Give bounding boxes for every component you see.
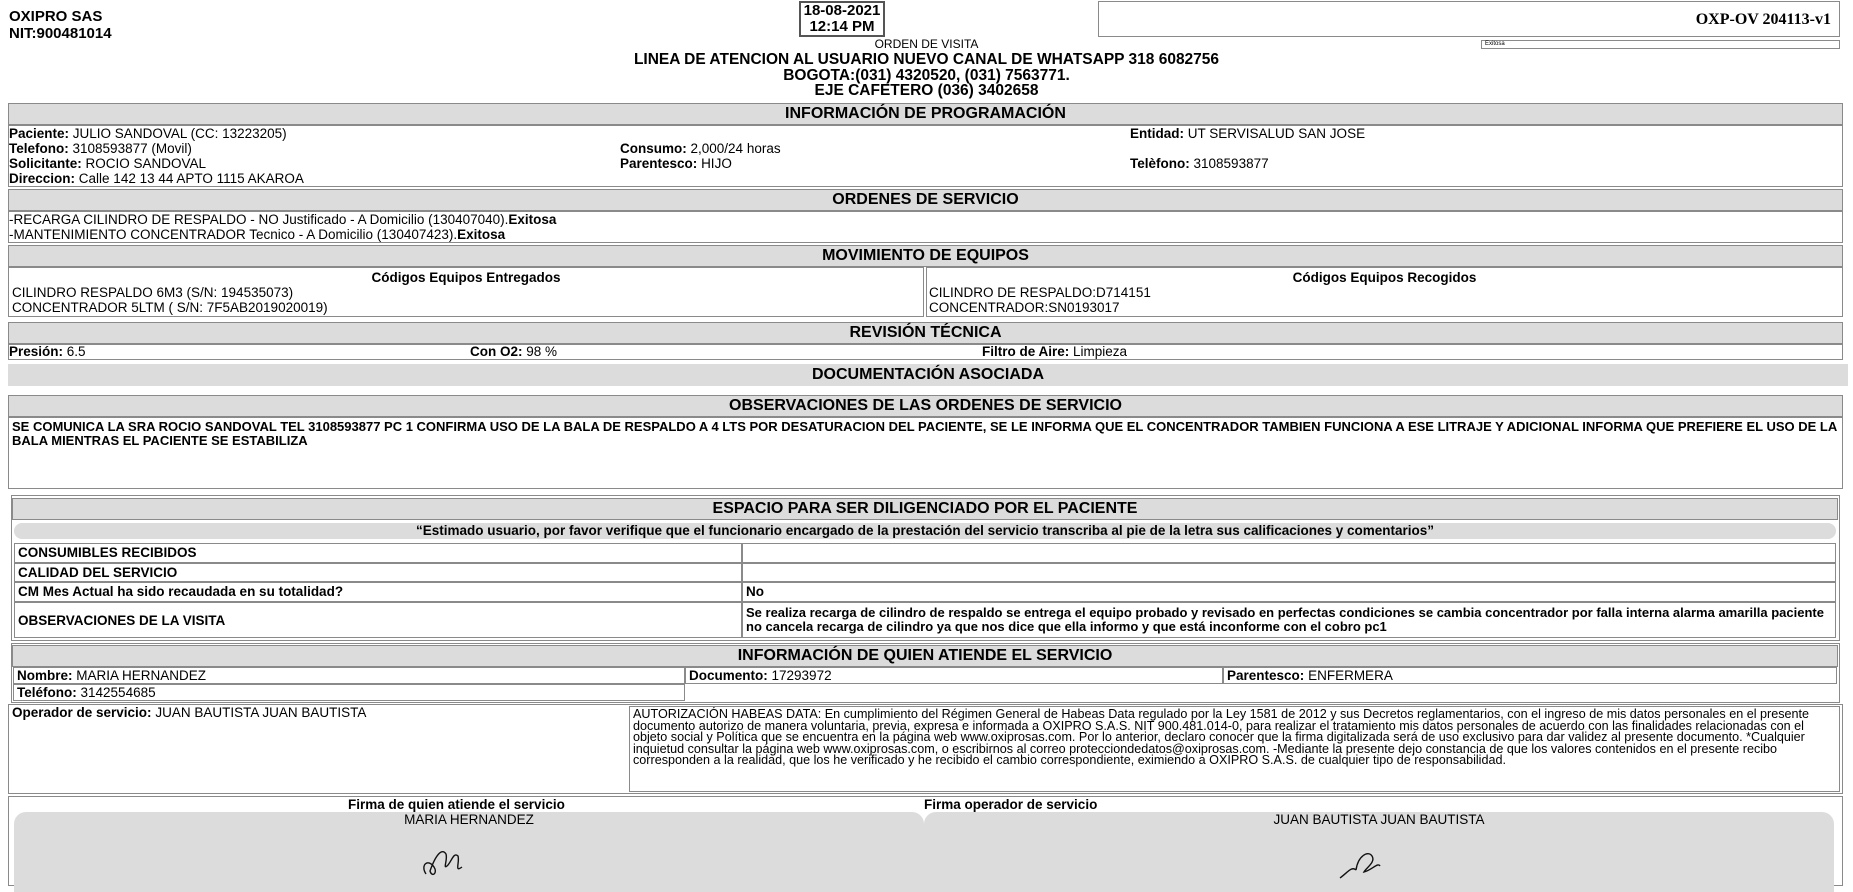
direccion-value: Calle 142 13 44 APTO 1115 AKAROA — [78, 171, 304, 186]
telefono-atiende-cell: Teléfono: 3142554685 — [13, 684, 685, 701]
parentesco-row: Parentesco: HIJO — [620, 156, 732, 171]
consumibles-label: CONSUMIBLES RECIBIDOS — [14, 543, 742, 563]
ordenes-title: ORDENES DE SERVICIO — [8, 189, 1843, 211]
solicitante-value: ROCIO SANDOVAL — [85, 156, 207, 171]
cm-label: CM Mes Actual ha sido recaudada en su totalidad? — [14, 582, 742, 602]
orden-status-1: Exitosa — [508, 212, 557, 227]
observaciones-visita-value: Se realiza recarga de cilindro de respaldo se entrega el equipo probado y revisado en perfectas condiciones se cambia concentrador por falla interna alarma amarilla paciente no cancela recarga de cilindro ya que nos dice que ella informo y que está inconforme con el cobro pc1 — [742, 602, 1836, 638]
observaciones-text: SE COMUNICA LA SRA ROCIO SANDOVAL TEL 3108593877 PC 1 CONFIRMA USO DE LA BALA DE RESPALDO A 4 LTS POR DESATURACION DEL PACIENTE, SE LE INFORMA QUE EL CONCENTRADOR TAMBIEN FUNCIONA A ESE LITRAJE Y ADICIONAL INFORMA QUE PREFIERE EL USO DE LA BALA MIENTRAS EL PACIENTE SE ESTABILIZA — [12, 419, 1837, 448]
recogidos-title: Códigos Equipos Recogidos — [1292, 270, 1477, 285]
bogota-line: BOGOTA:(031) 4320520, (031) 7563771. — [783, 67, 1070, 84]
revision-section — [8, 344, 1843, 360]
presion-value: 6.5 — [66, 344, 86, 359]
paciente-notice: “Estimado usuario, por favor verifique que el funcionario encargado de la prestación del servicio transcriba al pie de la letra sus calificaciones y comentarios” — [14, 523, 1836, 539]
o2-value: 98 % — [526, 344, 558, 359]
doc-type: ORDEN DE VISITA — [874, 37, 979, 51]
calidad-value — [742, 563, 1836, 582]
paciente-row: Paciente: JULIO SANDOVAL (CC: 13223205) — [9, 126, 287, 141]
operador-value: JUAN BAUTISTA JUAN BAUTISTA — [155, 705, 367, 720]
orden-item-1: -RECARGA CILINDRO DE RESPALDO - NO Justificado - A Domicilio (130407040).Exitosa — [9, 212, 557, 227]
telefono-atiende-value: 3142554685 — [80, 685, 156, 700]
consumo-value: 2,000/24 horas — [690, 141, 781, 156]
parentesco-cell: Parentesco: ENFERMERA — [1223, 667, 1837, 684]
documento-value: 17293972 — [771, 668, 832, 683]
entidad-value: UT SERVISALUD SAN JOSE — [1187, 126, 1366, 141]
paciente-value: JULIO SANDOVAL (CC: 13223205) — [72, 126, 287, 141]
filtro-row: Filtro de Aire: Limpieza — [982, 344, 1128, 359]
eje-cafetero-line: EJE CAFETERO (036) 3402658 — [814, 82, 1039, 99]
recogido-item-2: CONCENTRADOR:SN0193017 — [929, 300, 1120, 315]
direccion-row: Direccion: Calle 142 13 44 APTO 1115 AKAROA — [9, 171, 304, 186]
observaciones-visita-label: OBSERVACIONES DE LA VISITA — [14, 602, 742, 638]
programacion-title: INFORMACIÓN DE PROGRAMACIÓN — [8, 103, 1843, 125]
telefono-row: Telefono: 3108593877 (Movil) — [9, 141, 192, 156]
paciente-espacio-title: ESPACIO PARA SER DILIGENCIADO POR EL PACIENTE — [12, 498, 1838, 520]
atiende-title: INFORMACIÓN DE QUIEN ATIENDE EL SERVICIO — [12, 645, 1838, 667]
recogido-item-1: CILINDRO DE RESPALDO:D714151 — [929, 285, 1151, 300]
operador-row: Operador de servicio: JUAN BAUTISTA JUAN BAUTISTA — [12, 705, 367, 720]
company-name: OXIPRO SAS — [9, 8, 103, 25]
nombre-cell: Nombre: MARIA HERNANDEZ — [13, 667, 685, 684]
signature-operador — [1336, 848, 1392, 883]
firma-atiende-name: MARIA HERNANDEZ — [404, 812, 534, 827]
order-code: OXP-OV 204113-v1 — [1695, 11, 1831, 28]
firma-atiende-title: Firma de quien atiende el servicio — [348, 797, 565, 812]
orden-item-2: -MANTENIMIENTO CONCENTRADOR Tecnico - A Domicilio (130407423).Exitosa — [9, 227, 506, 242]
documentacion-title: DOCUMENTACIÓN ASOCIADA — [8, 364, 1848, 386]
entregado-item-1: CILINDRO RESPALDO 6M3 (S/N: 194535073) — [12, 285, 294, 300]
consumo-row: Consumo: 2,000/24 horas — [620, 141, 781, 156]
visit-date: 18-08-2021 — [803, 2, 881, 19]
small-status-field: Exitosa — [1481, 40, 1840, 49]
signature-atiende — [418, 840, 470, 881]
telefono-value: 3108593877 (Movil) — [72, 141, 192, 156]
consumibles-value — [742, 543, 1836, 563]
observaciones-title: OBSERVACIONES DE LAS ORDENES DE SERVICIO — [8, 395, 1843, 417]
cm-value: No — [742, 582, 1836, 602]
revision-title: REVISIÓN TÉCNICA — [8, 322, 1843, 344]
company-nit: NIT:900481014 — [9, 25, 112, 42]
datetime-box — [799, 1, 885, 37]
nombre-value: MARIA HERNANDEZ — [76, 668, 207, 683]
parentesco-atiende-value: ENFERMERA — [1308, 668, 1393, 683]
entregados-title: Códigos Equipos Entregados — [371, 270, 561, 285]
telefono2-row: Telèfono: 3108593877 — [1130, 156, 1269, 171]
habeas-data-text: AUTORIZACIÓN HABEAS DATA: En cumplimiento del Régimen General de Habeas Data regulado por la Ley 1581 de 2012 y sus Decretos reglamentarios, con el ingreso de mis datos personales en el presente documento autorizo de manera voluntaria, previa, expresa e informada a OXIPRO S.A.S. NIT 900.481.014-0, para realizar el tratamiento mis datos personales de acuerdo con las finalidades relacionadas con el objeto social y Política que se encuentra en la página web www.oxiprosas.com. Por lo anterior, declaro conocer que la firma digitalizada será de uso exclusivo para dar validez al presente documento. *Cualquier inquietud consultar la página web www.oxiprosas.com, o escribirnos al correo protecciondedatos@oxiprosas.com. -Mediante la presente dejo constancia de que los valores contenidos en el presente recibo corresponden a la realidad, que los he verificado y he recibido el cambio correspondiente, eximiendo a OXIPRO S.A.S. de cualquier tipo de responsabilidad. — [629, 706, 1840, 792]
documento-cell: Documento: 17293972 — [685, 667, 1223, 684]
o2-row: Con O2: 98 % — [470, 344, 558, 359]
firma-operador-name: JUAN BAUTISTA JUAN BAUTISTA — [1273, 812, 1485, 827]
whatsapp-line: LINEA DE ATENCION AL USUARIO NUEVO CANAL DE WHATSAPP 318 6082756 — [633, 51, 1220, 68]
movimiento-title: MOVIMIENTO DE EQUIPOS — [8, 245, 1843, 267]
observaciones-box — [8, 417, 1843, 489]
orden-status-2: Exitosa — [457, 227, 506, 242]
solicitante-row: Solicitante: ROCIO SANDOVAL — [9, 156, 207, 171]
filtro-value: Limpieza — [1073, 344, 1128, 359]
visit-time: 12:14 PM — [809, 18, 875, 35]
presion-row: Presión: 6.5 — [9, 344, 86, 359]
entregado-item-2: CONCENTRADOR 5LTM ( S/N: 7F5AB2019020019) — [12, 300, 328, 315]
calidad-label: CALIDAD DEL SERVICIO — [14, 563, 742, 582]
order-code-box — [1098, 1, 1840, 37]
firma-operador-title: Firma operador de servicio — [924, 797, 1098, 812]
telefono2-value: 3108593877 — [1193, 156, 1269, 171]
entidad-row: Entidad: UT SERVISALUD SAN JOSE — [1130, 126, 1366, 141]
parentesco-value: HIJO — [701, 156, 732, 171]
